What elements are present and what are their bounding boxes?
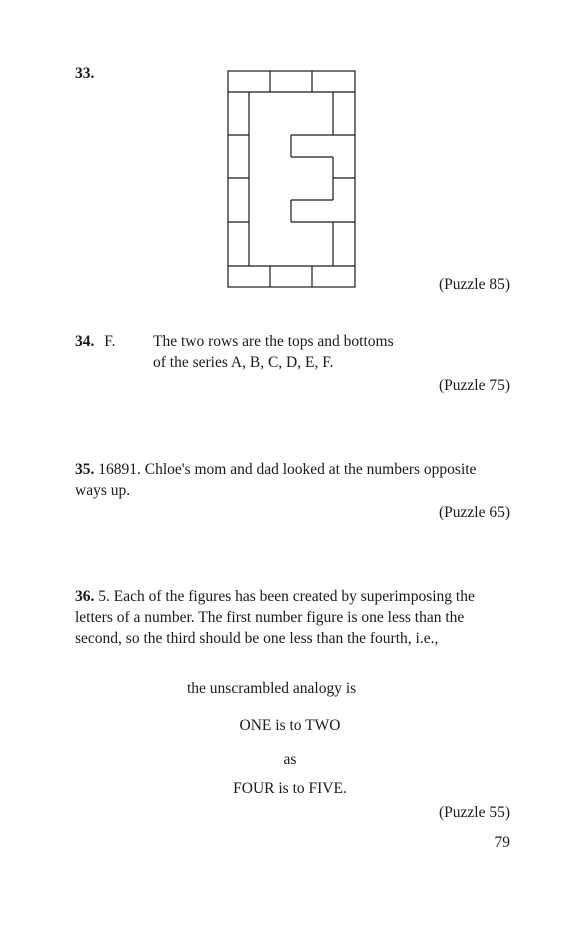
- letter-e-grid-figure: [227, 70, 357, 290]
- item-36-text-line-2: letters of a number. The first number figure is one less than the: [75, 609, 465, 626]
- item-34-explanation-line-2: of the series A, B, C, D, E, F.: [153, 354, 334, 371]
- item-34-number: 34.: [75, 333, 95, 350]
- item-35-line-2: ways up.: [75, 482, 131, 499]
- item-34-explanation-line-1: The two rows are the tops and bottoms: [153, 333, 394, 350]
- item-36-analogy-intro: the unscrambled analogy is: [187, 680, 357, 697]
- item-36-analogy-line-1: ONE is to TWO: [239, 717, 341, 734]
- item-36-analogy-line-2: as: [283, 751, 297, 768]
- item-35-number: 35.: [75, 461, 95, 478]
- item-34-answer: F.: [104, 333, 116, 350]
- item-35-line-1: [75, 459, 510, 480]
- item-34-reference: (Puzzle 75): [438, 377, 510, 394]
- item-33-number: 33.: [75, 65, 95, 82]
- item-35-reference: (Puzzle 65): [438, 504, 510, 521]
- item-33-reference: (Puzzle 85): [438, 276, 510, 293]
- grid-outer-border: [228, 71, 355, 287]
- item-34-number-line: [75, 331, 116, 352]
- item-36-line-1: [75, 586, 510, 607]
- page-number: 79: [494, 834, 510, 851]
- item-36-reference: (Puzzle 55): [438, 804, 510, 821]
- item-36-number: 36.: [75, 588, 95, 605]
- item-36-text-line-3: second, so the third should be one less than the fourth, i.e.,: [75, 630, 439, 647]
- item-35-text-line-1: 16891. Chloe's mom and dad looked at the numbers opposite: [98, 461, 477, 478]
- item-36-text-line-1: 5. Each of the figures has been created by superimposing the: [98, 588, 475, 605]
- item-36-analogy-line-3: FOUR is to FIVE.: [233, 780, 347, 797]
